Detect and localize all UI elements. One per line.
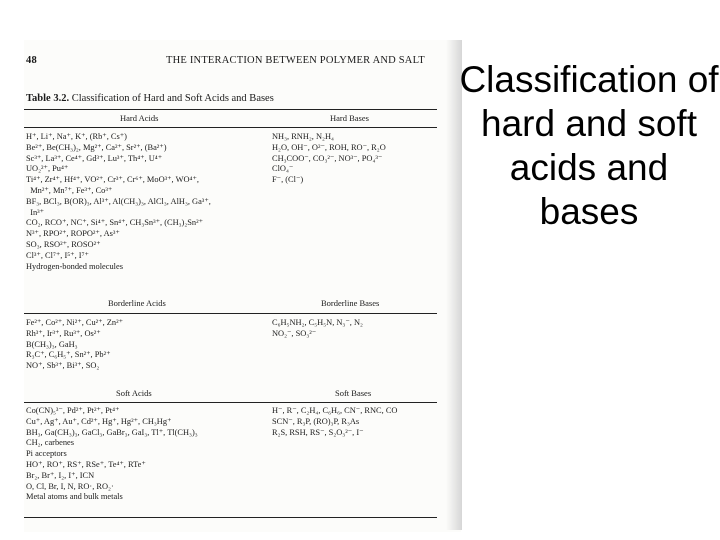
hard-acid-line: H⁺, Li⁺, Na⁺, K⁺, (Rb⁺, Cs⁺) — [26, 132, 127, 141]
soft-header-rule — [24, 402, 437, 403]
slide-title: Classification of hard and soft acids and bases — [459, 59, 719, 232]
soft-base-line: R₂S, RSH, RS⁻, S₂O₃²⁻, I⁻ — [272, 427, 364, 437]
borderline-bases-list — [272, 318, 363, 340]
hard-acid-line: Mn²⁺, Mn⁷⁺, Fe³⁺, Co³⁺ — [26, 185, 113, 195]
borderline-bases-header: Borderline Bases — [321, 298, 380, 308]
hard-acid-line: In³⁺ — [26, 207, 45, 217]
hard-acid-line: CO₂, RCO⁺, NC⁺, Si⁴⁺, Sn⁴⁺, CH₃Sn³⁺, (CH₃)₂Sn²⁺ — [26, 218, 204, 228]
borderline-base-line: C₆H₅NH₂, C₅H₅N, N₃⁻, N₂ — [272, 318, 363, 327]
table-top-rule — [24, 109, 437, 110]
table-caption-text: Classification of Hard and Soft Acids and Bases — [71, 93, 274, 104]
soft-acid-line: CH₂, carbenes — [26, 438, 75, 448]
borderline-acid-line: Fe²⁺, Co²⁺, Ni²⁺, Cu²⁺, Zn²⁺ — [26, 318, 124, 327]
soft-acid-line: Br₂, Br⁺, I₂, I⁺, ICN — [26, 470, 95, 480]
hard-acids-header: Hard Acids — [120, 113, 159, 123]
hard-base-line: ClO₄⁻ — [272, 164, 294, 174]
hard-acid-line: SO₃, RSO²⁺, ROSO²⁺ — [26, 239, 101, 249]
hard-acids-list — [26, 132, 211, 272]
borderline-acid-line: B(CH₃)₃, GaH₃ — [26, 339, 78, 349]
soft-bases-list — [272, 406, 397, 438]
soft-acid-line: O, Cl, Br, I, N, RO·, RO₂· — [26, 481, 114, 491]
hard-bases-list — [272, 132, 386, 186]
page-number: 48 — [26, 55, 37, 66]
table-bottom-rule — [24, 517, 437, 518]
hard-header-rule — [24, 127, 437, 128]
borderline-acid-line: NO⁺, Sb³⁺, Bi³⁺, SO₂ — [26, 361, 100, 371]
soft-bases-header: Soft Bases — [335, 388, 372, 398]
borderline-header-rule — [24, 313, 437, 314]
soft-acids-header: Soft Acids — [116, 388, 152, 398]
borderline-acid-line: Rh³⁺, Ir³⁺, Ru³⁺, Os²⁺ — [26, 328, 101, 338]
hard-acid-line: Sc³⁺, La³⁺, Ce⁴⁺, Gd³⁺, Lu³⁺, Th⁴⁺, U⁴⁺ — [26, 153, 163, 163]
borderline-base-line: NO₂⁻, SO₃²⁻ — [272, 328, 317, 338]
soft-base-line: SCN⁻, R₃P, (RO)₃P, R₃As — [272, 416, 360, 426]
hard-acid-line: UO₂²⁺, Pu⁴⁺ — [26, 164, 69, 174]
hard-base-line: H₂O, OH⁻, O²⁻, ROH, RO⁻, R₂O — [272, 142, 386, 152]
soft-acid-line: Cu⁺, Ag⁺, Au⁺, Cd²⁺, Hg⁺, Hg²⁺, CH₃Hg⁺ — [26, 416, 172, 426]
running-head: THE INTERACTION BETWEEN POLYMER AND SALT — [166, 55, 425, 66]
hard-acid-line: Ti⁴⁺, Zr⁴⁺, Hf⁴⁺, VO²⁺, Cr³⁺, Cr⁶⁺, MoO³⁺, WO⁴⁺, — [26, 175, 199, 185]
table-caption — [26, 93, 274, 104]
soft-acid-line: BH₃, Ga(CH₃)₃, GaCl₃, GaBr₃, GaI₃, Tl⁺, Tl(CH₃)₃ — [26, 427, 198, 437]
soft-acid-line: Pi acceptors — [26, 449, 67, 459]
hard-acid-line: BF₃, BCl₃, B(OR)₃, Al³⁺, Al(CH₃)₃, AlCl₃, AlH₃, Ga³⁺, — [26, 196, 211, 206]
hard-acid-line: Cl³⁺, Cl⁷⁺, I⁵⁺, I⁷⁺ — [26, 250, 89, 260]
hard-base-line: NH₃, RNH₂, N₂H₄ — [272, 132, 334, 141]
soft-acids-list — [26, 406, 198, 503]
table-label: Table 3.2. — [26, 93, 70, 104]
hard-acid-line: Hydrogen-bonded molecules — [26, 261, 123, 271]
hard-base-line: CH₃COO⁻, CO₃²⁻, NO³⁻, PO₄³⁻ — [272, 153, 383, 163]
hard-bases-header: Hard Bases — [330, 113, 369, 123]
soft-acid-line: Metal atoms and bulk metals — [26, 492, 123, 502]
soft-base-line: H⁻, R⁻, C₂H₄, C₆H₆, CN⁻, RNC, CO — [272, 406, 398, 415]
borderline-acid-line: R₃C⁺, C₆H₅⁺, Sn²⁺, Pb²⁺ — [26, 350, 111, 360]
textbook-page-scan — [24, 40, 461, 532]
borderline-acids-list — [26, 318, 123, 372]
hard-base-line: F⁻, (Cl⁻) — [272, 175, 304, 185]
hard-acid-line: Be²⁺, Be(CH₃)₂, Mg²⁺, Ca²⁺, Sr²⁺, (Ba²⁺) — [26, 142, 167, 152]
borderline-acids-header: Borderline Acids — [108, 298, 166, 308]
hard-acid-line: N³⁺, RPO²⁺, ROPO²⁺, As³⁺ — [26, 229, 120, 239]
soft-acid-line: HO⁺, RO⁺, RS⁺, RSe⁺, Te⁴⁺, RTe⁺ — [26, 459, 146, 469]
soft-acid-line: Co(CN)₅³⁻, Pd²⁺, Pt²⁺, Pt⁴⁺ — [26, 406, 120, 415]
